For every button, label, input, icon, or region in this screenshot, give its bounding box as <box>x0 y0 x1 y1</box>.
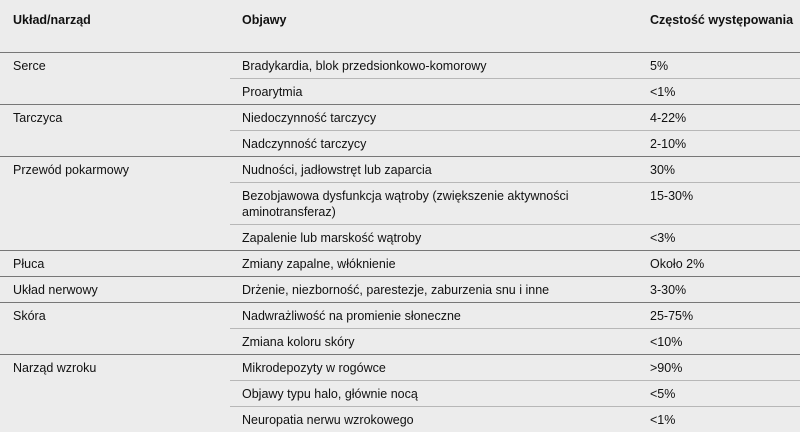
group-name: Skóra <box>13 309 46 323</box>
symptom-cell: Bradykardia, blok przedsionkowo-komorowy <box>242 59 487 73</box>
table-group <box>0 251 800 277</box>
table-row <box>230 78 800 104</box>
header-symptoms: Objawy <box>242 13 287 27</box>
group-rows <box>230 303 800 354</box>
frequency-cell: <1% <box>650 413 676 427</box>
frequency-cell: 30% <box>650 163 676 177</box>
header-system: Układ/narząd <box>13 13 91 27</box>
frequency-cell: 15-30% <box>650 189 694 203</box>
frequency-cell: 3-30% <box>650 283 687 297</box>
table-row <box>230 157 800 182</box>
symptom-cell: Neuropatia nerwu wzrokowego <box>242 413 414 427</box>
group-name: Układ nerwowy <box>13 283 98 297</box>
group-name: Serce <box>13 59 46 73</box>
group-rows <box>230 157 800 250</box>
symptom-cell: Drżenie, niezborność, parestezje, zaburzenia snu i inne <box>242 283 550 297</box>
symptom-cell: Niedoczynność tarczycy <box>242 111 377 125</box>
table-row <box>230 251 800 276</box>
symptom-cell: Nudności, jadłowstręt lub zaparcia <box>242 163 432 177</box>
table-body <box>0 53 800 432</box>
group-name: Przewód pokarmowy <box>13 163 130 177</box>
frequency-cell: <5% <box>650 387 676 401</box>
table-row <box>230 53 800 78</box>
frequency-cell: Około 2% <box>650 257 705 271</box>
symptom-cell: Nadczynność tarczycy <box>242 137 367 151</box>
symptom-cell: Zapalenie lub marskość wątroby <box>242 231 422 245</box>
table-header <box>0 0 800 53</box>
table-row <box>230 182 800 224</box>
symptom-cell: Zmiany zapalne, włóknienie <box>242 257 396 271</box>
group-rows <box>230 355 800 432</box>
group-name: Płuca <box>13 257 45 271</box>
table-row <box>230 224 800 250</box>
group-rows <box>230 105 800 156</box>
group-rows <box>230 277 800 302</box>
frequency-cell: 2-10% <box>650 137 687 151</box>
symptom-cell: Zmiana koloru skóry <box>242 335 355 349</box>
table-group <box>0 105 800 157</box>
group-name: Narząd wzroku <box>13 361 97 375</box>
group-rows <box>230 251 800 276</box>
symptom-cell: Bezobjawowa dysfunkcja wątroby (zwiększenie aktywności aminotransferaz) <box>242 189 569 219</box>
symptom-cell: Proarytmia <box>242 85 303 99</box>
table-row <box>230 303 800 328</box>
table-row <box>230 328 800 354</box>
table-row <box>230 406 800 432</box>
table-row <box>230 105 800 130</box>
table-row <box>230 277 800 302</box>
table-group <box>0 303 800 355</box>
header-frequency: Częstość występowania <box>650 13 794 27</box>
frequency-cell: 5% <box>650 59 669 73</box>
frequency-cell: >90% <box>650 361 683 375</box>
frequency-cell: 25-75% <box>650 309 694 323</box>
symptom-cell: Objawy typu halo, głównie nocą <box>242 387 418 401</box>
table-group <box>0 355 800 432</box>
frequency-cell: <10% <box>650 335 683 349</box>
group-rows <box>230 53 800 104</box>
frequency-cell: <3% <box>650 231 676 245</box>
table-row <box>230 355 800 380</box>
symptom-cell: Nadwrażliwość na promienie słoneczne <box>242 309 461 323</box>
frequency-cell: <1% <box>650 85 676 99</box>
group-name: Tarczyca <box>13 111 63 125</box>
table-row <box>230 130 800 156</box>
table-group <box>0 53 800 105</box>
table-row <box>230 380 800 406</box>
symptom-cell: Mikrodepozyty w rogówce <box>242 361 386 375</box>
table-group <box>0 277 800 303</box>
table-group <box>0 157 800 251</box>
frequency-cell: 4-22% <box>650 111 687 125</box>
